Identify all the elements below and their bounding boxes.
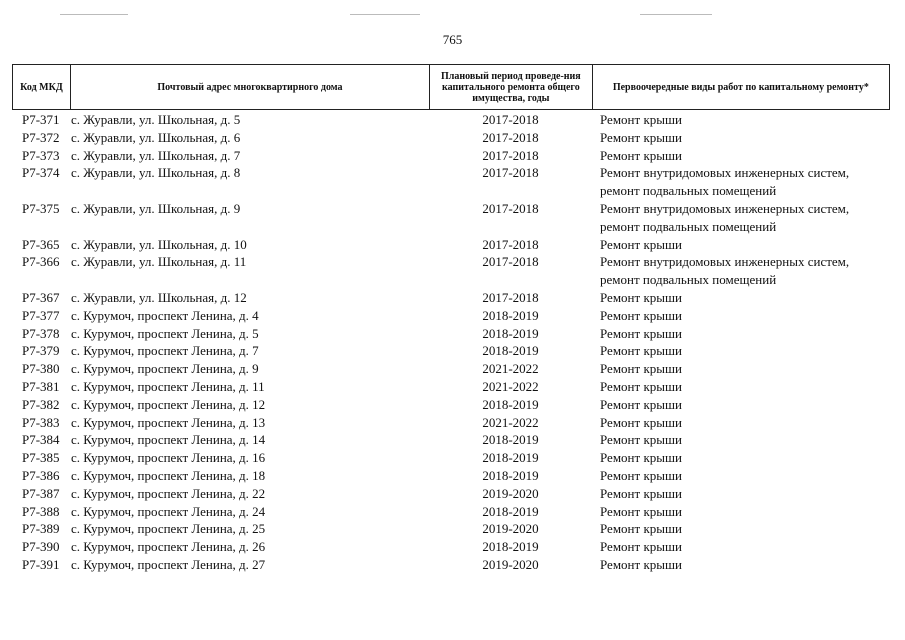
row-period: 2019-2020 xyxy=(482,521,539,537)
table-row xyxy=(0,485,905,503)
header-works: Первоочередные виды работ по капитальному ремонту* xyxy=(612,81,869,93)
row-code: Р7-386 xyxy=(22,467,60,483)
row-code: Р7-385 xyxy=(22,450,60,466)
row-code: Р7-380 xyxy=(22,361,60,377)
row-works: Ремонт крыши xyxy=(600,343,682,359)
row-code: Р7-366 xyxy=(22,254,60,270)
row-period: 2021-2022 xyxy=(482,378,539,394)
row-code: Р7-374 xyxy=(22,165,60,181)
row-code: Р7-377 xyxy=(22,307,60,323)
row-code: Р7-381 xyxy=(22,378,60,394)
table-row xyxy=(0,431,905,449)
table-header xyxy=(12,64,890,110)
row-period: 2017-2018 xyxy=(482,129,539,145)
row-period: 2017-2018 xyxy=(482,165,539,181)
row-code: Р7-388 xyxy=(22,503,60,519)
table-row xyxy=(0,414,905,432)
table-row xyxy=(0,503,905,521)
table-row xyxy=(0,253,905,289)
row-period: 2021-2022 xyxy=(482,361,539,377)
row-period: 2018-2019 xyxy=(482,450,539,466)
row-code: Р7-382 xyxy=(22,396,60,412)
row-works: Ремонт крыши xyxy=(600,539,682,555)
table-body xyxy=(0,111,905,574)
row-period: 2019-2020 xyxy=(482,485,539,501)
row-address: с. Журавли, ул. Школьная, д. 8 xyxy=(71,165,241,181)
row-period: 2017-2018 xyxy=(482,112,539,127)
row-period: 2017-2018 xyxy=(482,200,539,216)
table-row xyxy=(0,236,905,254)
row-address: с. Курумоч, проспект Ленина, д. 13 xyxy=(71,414,266,430)
table-row xyxy=(0,360,905,378)
table-row xyxy=(0,520,905,538)
row-address: с. Журавли, ул. Школьная, д. 7 xyxy=(71,147,241,163)
row-period: 2017-2018 xyxy=(482,147,539,163)
row-code: Р7-375 xyxy=(22,200,60,216)
row-works: Ремонт внутридомовых инженерных систем, ремонт подвальных помещений xyxy=(600,254,850,288)
row-address: с. Курумоч, проспект Ленина, д. 26 xyxy=(71,539,266,555)
row-address: с. Курумоч, проспект Ленина, д. 22 xyxy=(71,485,266,501)
row-address: с. Журавли, ул. Школьная, д. 6 xyxy=(71,129,241,145)
row-address: с. Курумоч, проспект Ленина, д. 7 xyxy=(71,343,259,359)
row-code: Р7-371 xyxy=(22,112,60,127)
row-address: с. Журавли, ул. Школьная, д. 10 xyxy=(71,236,247,252)
scan-artifact xyxy=(350,14,420,15)
row-code: Р7-372 xyxy=(22,129,60,145)
row-address: с. Журавли, ул. Школьная, д. 11 xyxy=(71,254,247,270)
row-code: Р7-390 xyxy=(22,539,60,555)
table-row xyxy=(0,342,905,360)
row-works: Ремонт крыши xyxy=(600,467,682,483)
row-address: с. Курумоч, проспект Ленина, д. 11 xyxy=(71,378,265,394)
table-row xyxy=(0,147,905,165)
scan-artifact xyxy=(60,14,128,15)
row-address: с. Курумоч, проспект Ленина, д. 9 xyxy=(71,361,259,377)
row-period: 2018-2019 xyxy=(482,325,539,341)
table-row xyxy=(0,325,905,343)
page-number: 765 xyxy=(442,32,463,47)
table-row xyxy=(0,396,905,414)
table-row xyxy=(0,164,905,200)
row-address: с. Курумоч, проспект Ленина, д. 24 xyxy=(71,503,266,519)
row-address: с. Курумоч, проспект Ленина, д. 16 xyxy=(71,450,266,466)
row-address: с. Курумоч, проспект Ленина, д. 12 xyxy=(71,396,266,412)
row-works: Ремонт крыши xyxy=(600,129,682,145)
row-period: 2017-2018 xyxy=(482,236,539,252)
row-code: Р7-391 xyxy=(22,556,60,572)
row-works: Ремонт внутридомовых инженерных систем, ремонт подвальных помещений xyxy=(600,165,850,199)
row-address: с. Журавли, ул. Школьная, д. 5 xyxy=(71,112,241,127)
row-works: Ремонт крыши xyxy=(600,485,682,501)
row-address: с. Журавли, ул. Школьная, д. 12 xyxy=(71,289,247,305)
row-period: 2021-2022 xyxy=(482,414,539,430)
table-row xyxy=(0,378,905,396)
row-works: Ремонт крыши xyxy=(600,521,682,537)
row-works: Ремонт крыши xyxy=(600,147,682,163)
row-works: Ремонт внутридомовых инженерных систем, ремонт подвальных помещений xyxy=(600,200,850,234)
header-code: Код МКД xyxy=(13,65,71,109)
row-works: Ремонт крыши xyxy=(600,396,682,412)
row-period: 2018-2019 xyxy=(482,307,539,323)
row-period: 2019-2020 xyxy=(482,556,539,572)
table-row xyxy=(0,556,905,574)
row-address: с. Курумоч, проспект Ленина, д. 25 xyxy=(71,521,266,537)
row-works: Ремонт крыши xyxy=(600,503,682,519)
row-works: Ремонт крыши xyxy=(600,556,682,572)
row-works: Ремонт крыши xyxy=(600,112,682,127)
row-code: Р7-383 xyxy=(22,414,60,430)
row-code: Р7-389 xyxy=(22,521,60,537)
row-code: Р7-387 xyxy=(22,485,60,501)
row-works: Ремонт крыши xyxy=(600,432,682,448)
row-works: Ремонт крыши xyxy=(600,450,682,466)
table-row xyxy=(0,449,905,467)
row-period: 2018-2019 xyxy=(482,503,539,519)
row-code: Р7-384 xyxy=(22,432,60,448)
row-address: с. Курумоч, проспект Ленина, д. 27 xyxy=(71,556,266,572)
row-period: 2017-2018 xyxy=(482,289,539,305)
row-code: Р7-365 xyxy=(22,236,60,252)
row-works: Ремонт крыши xyxy=(600,289,682,305)
row-address: с. Курумоч, проспект Ленина, д. 14 xyxy=(71,432,266,448)
row-period: 2018-2019 xyxy=(482,432,539,448)
row-works: Ремонт крыши xyxy=(600,307,682,323)
row-code: Р7-378 xyxy=(22,325,60,341)
row-code: Р7-379 xyxy=(22,343,60,359)
header-address: Почтовый адрес многоквартирного дома xyxy=(71,65,430,109)
row-works: Ремонт крыши xyxy=(600,414,682,430)
row-address: с. Курумоч, проспект Ленина, д. 4 xyxy=(71,307,259,323)
row-address: с. Журавли, ул. Школьная, д. 9 xyxy=(71,200,241,216)
table-row xyxy=(0,289,905,307)
row-address: с. Курумоч, проспект Ленина, д. 18 xyxy=(71,467,266,483)
row-works: Ремонт крыши xyxy=(600,361,682,377)
row-period: 2018-2019 xyxy=(482,467,539,483)
row-period: 2018-2019 xyxy=(482,539,539,555)
table-row xyxy=(0,467,905,485)
scan-artifact xyxy=(640,14,712,15)
table-row xyxy=(0,307,905,325)
row-works: Ремонт крыши xyxy=(600,325,682,341)
row-works: Ремонт крыши xyxy=(600,378,682,394)
row-period: 2018-2019 xyxy=(482,396,539,412)
table-row xyxy=(0,111,905,129)
row-code: Р7-373 xyxy=(22,147,60,163)
table-row xyxy=(0,538,905,556)
table-row xyxy=(0,200,905,236)
row-period: 2017-2018 xyxy=(482,254,539,270)
row-works: Ремонт крыши xyxy=(600,236,682,252)
row-address: с. Курумоч, проспект Ленина, д. 5 xyxy=(71,325,259,341)
table-row xyxy=(0,129,905,147)
header-period: Плановый период проведе-ния капитального ремонта общего имущества, годы xyxy=(430,65,593,109)
row-period: 2018-2019 xyxy=(482,343,539,359)
row-code: Р7-367 xyxy=(22,289,60,305)
